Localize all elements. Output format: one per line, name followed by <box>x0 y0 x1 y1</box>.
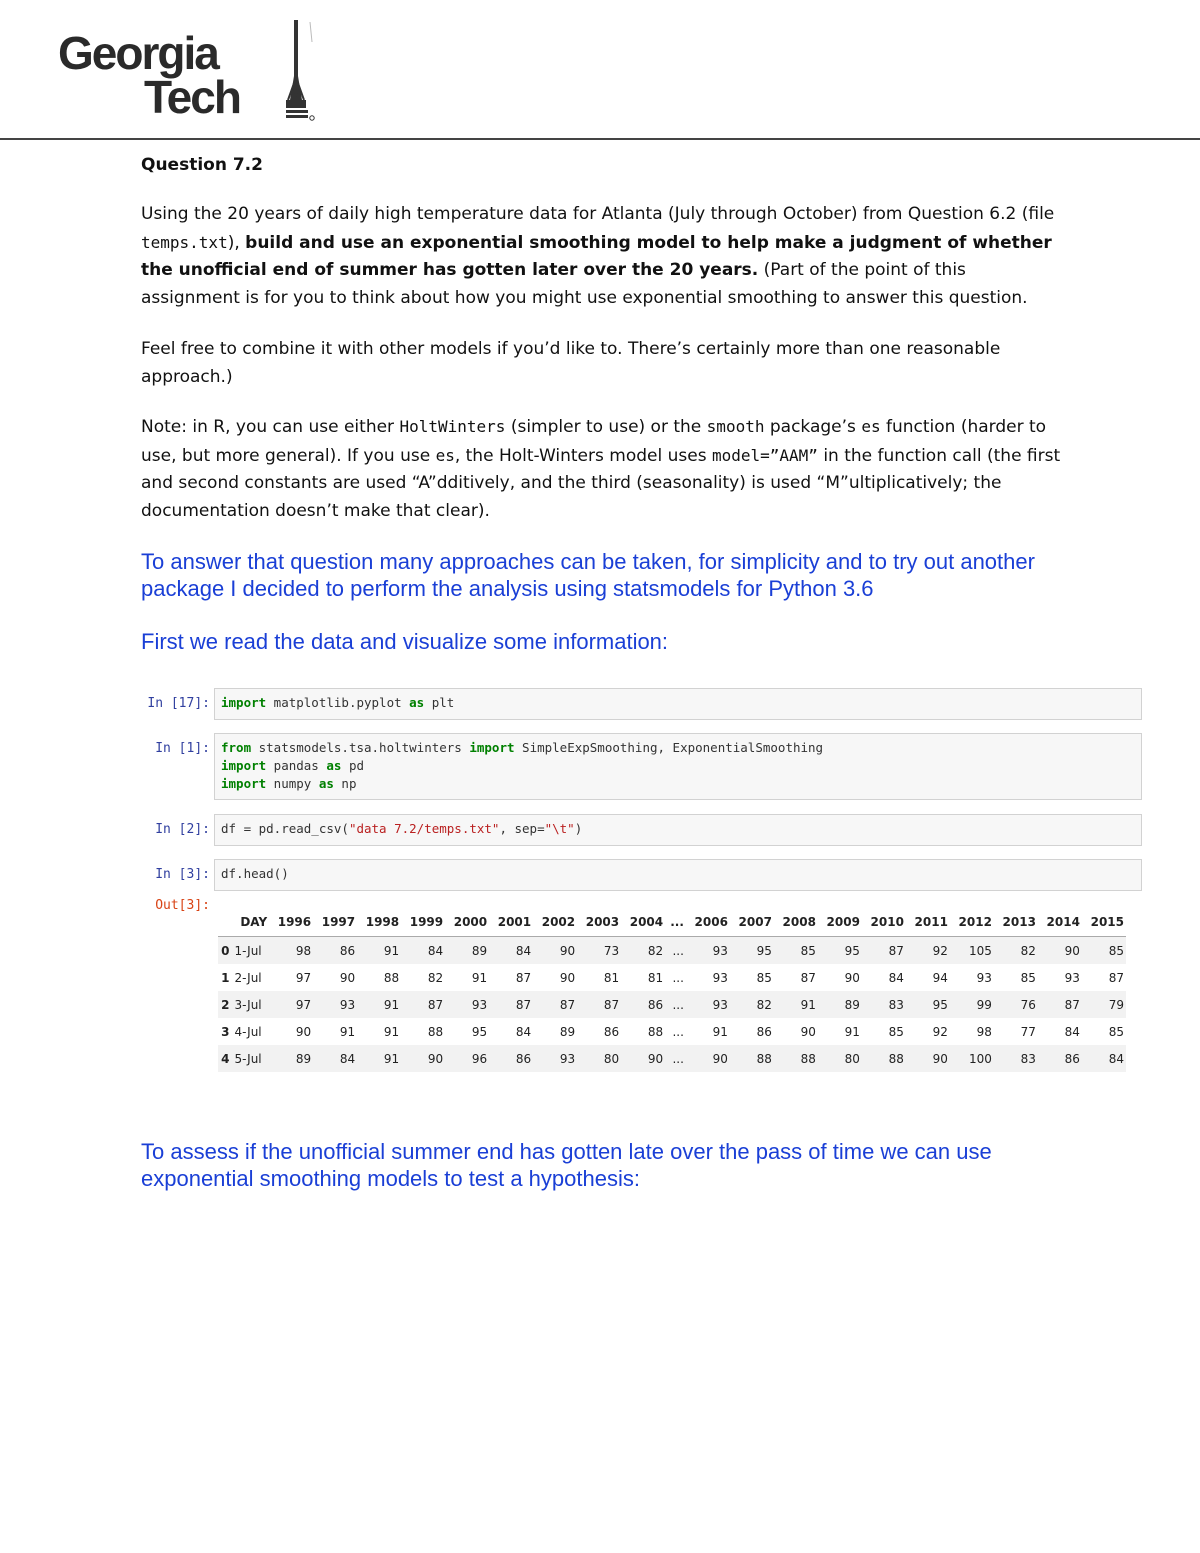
column-header: 2000 <box>445 908 489 937</box>
table-cell: 84 <box>427 943 444 958</box>
column-header: 2004 <box>621 908 665 937</box>
table-cell: 90 <box>647 1051 664 1066</box>
table-cell: 96 <box>471 1051 488 1066</box>
column-header: 2011 <box>906 908 950 937</box>
table-cell: 93 <box>712 943 728 958</box>
tech-tower-icon <box>280 16 328 128</box>
table-cell: 90 <box>559 970 576 985</box>
table-cell: 80 <box>603 1051 620 1066</box>
table-cell: ... <box>672 1024 684 1039</box>
table-cell: 93 <box>559 1051 576 1066</box>
table-cell: 99 <box>976 997 992 1012</box>
table-cell: 86 <box>515 1051 532 1066</box>
table-cell: 84 <box>1064 1024 1080 1039</box>
table-cell: 79 <box>1108 997 1124 1012</box>
table-cell: 91 <box>383 943 400 958</box>
table-cell: 90 <box>339 970 356 985</box>
column-header: 2014 <box>1038 908 1082 937</box>
table-cell: 3-Jul <box>234 997 262 1012</box>
table-cell: 87 <box>559 997 576 1012</box>
table-cell: 86 <box>603 1024 620 1039</box>
table-cell: 87 <box>1064 997 1080 1012</box>
table-cell: 86 <box>1064 1051 1080 1066</box>
table-cell: 98 <box>976 1024 992 1039</box>
answer-intro: To answer that question many approaches can be taken, for simplicity and to try out another package I decided to perform the analysis using statsmodels for Python 3.6 <box>141 549 1035 601</box>
column-header: 2015 <box>1082 908 1126 937</box>
question-title: Question 7.2 <box>141 155 263 175</box>
table-cell: 89 <box>295 1051 312 1066</box>
table-cell: 87 <box>515 997 532 1012</box>
logo-word-georgia: Georgia <box>58 27 218 79</box>
table-cell: 93 <box>712 997 728 1012</box>
georgia-tech-logo <box>58 27 328 130</box>
row-index: 0 <box>221 943 230 958</box>
table-header-row <box>218 908 1126 937</box>
table-cell: 88 <box>756 1051 772 1066</box>
table-cell: 87 <box>888 943 904 958</box>
table-cell: 91 <box>800 997 816 1012</box>
table-cell: 90 <box>1064 943 1080 958</box>
dataframe-table <box>218 908 1126 1072</box>
row-index: 1 <box>221 970 230 985</box>
table-cell: 88 <box>427 1024 444 1039</box>
table-cell: 85 <box>1020 970 1036 985</box>
column-header: 2013 <box>994 908 1038 937</box>
column-header: 2006 <box>686 908 730 937</box>
row-index: 2 <box>221 997 230 1012</box>
table-cell: 91 <box>844 1024 860 1039</box>
column-header: 2007 <box>730 908 774 937</box>
table-cell: 90 <box>844 970 860 985</box>
table-cell: 97 <box>295 970 312 985</box>
table-cell: 88 <box>888 1051 904 1066</box>
table-cell: 87 <box>515 970 532 985</box>
table-cell: 91 <box>383 1051 400 1066</box>
column-header: 1996 <box>269 908 313 937</box>
answer-assess: To assess if the unofficial summer end has gotten late over the pass of time we can use exponential smoothing models to test a hypothesis: <box>141 1139 992 1191</box>
table-cell: 92 <box>932 943 948 958</box>
column-header: 2001 <box>489 908 533 937</box>
table-cell: 87 <box>603 997 620 1012</box>
table-cell: 84 <box>515 943 532 958</box>
table-cell: 93 <box>976 970 992 985</box>
column-header: 1998 <box>357 908 401 937</box>
table-cell: 91 <box>383 1024 400 1039</box>
table-cell: 88 <box>383 970 400 985</box>
table-cell: 73 <box>603 943 620 958</box>
table-cell: 81 <box>647 970 664 985</box>
table-cell: 93 <box>1064 970 1080 985</box>
column-header: 2003 <box>577 908 621 937</box>
table-cell: 85 <box>1108 1024 1124 1039</box>
table-cell: 85 <box>888 1024 904 1039</box>
table-cell: 4-Jul <box>234 1024 262 1039</box>
table-cell: 90 <box>932 1051 948 1066</box>
header-divider <box>0 138 1200 140</box>
table-cell: 95 <box>471 1024 488 1039</box>
question-note: Note: in R, you can use either HoltWinters (simpler to use) or the smooth package’s es function (harder to use, but more general). If you use es, the Holt-Winters model uses model=”AAM” in the function call (the first and second constants are used “A”dditively, and the third (seasonality) is used “M”ultiplicatively; the documentation doesn’t make that clear). <box>141 417 1061 521</box>
table-cell: 84 <box>1108 1051 1124 1066</box>
code-editor[interactable]: df = pd.read_csv("data 7.2/temps.txt", sep="\t") <box>214 814 1142 846</box>
table-row <box>218 937 1126 965</box>
table-cell: 87 <box>427 997 444 1012</box>
logo-word-tech: Tech <box>144 71 240 123</box>
table-cell: 76 <box>1020 997 1036 1012</box>
table-cell: 5-Jul <box>234 1051 262 1066</box>
table-cell: 93 <box>712 970 728 985</box>
table-cell: 94 <box>932 970 948 985</box>
table-cell: 82 <box>427 970 444 985</box>
column-header: 1997 <box>313 908 357 937</box>
table-cell: 97 <box>295 997 312 1012</box>
table-cell: 89 <box>471 943 488 958</box>
table-cell: 84 <box>888 970 904 985</box>
row-index: 4 <box>221 1051 230 1066</box>
row-index: 3 <box>221 1024 230 1039</box>
table-row <box>218 964 1126 991</box>
table-cell: ... <box>672 970 684 985</box>
table-row <box>218 1045 1126 1072</box>
code-editor[interactable]: from statsmodels.tsa.holtwinters import SimpleExpSmoothing, ExponentialSmoothing import pandas as pd import numpy as np <box>214 733 1142 800</box>
column-header <box>218 908 233 937</box>
question-paragraph-1: Using the 20 years of daily high temperature data for Atlanta (July through October) from Question 6.2 (file temps.txt), build and use an exponential smoothing model to help make a judgment of whether the unofficial end of summer has gotten later over the 20 years. (Part of the point of this assignment is for you to think about how you might use exponential smoothing to answer this question. <box>141 204 1055 308</box>
table-cell: 84 <box>515 1024 532 1039</box>
column-header: 2009 <box>818 908 862 937</box>
cell-prompt: In [1]: <box>155 741 210 756</box>
column-header: 1999 <box>401 908 445 937</box>
table-cell: 91 <box>339 1024 356 1039</box>
table-cell: 85 <box>1108 943 1124 958</box>
table-cell: 105 <box>969 943 992 958</box>
table-cell: 85 <box>800 943 816 958</box>
table-cell: 92 <box>932 1024 948 1039</box>
table-cell: 80 <box>844 1051 860 1066</box>
table-cell: 77 <box>1020 1024 1036 1039</box>
table-cell: 93 <box>339 997 356 1012</box>
table-cell: 89 <box>844 997 860 1012</box>
table-cell: 91 <box>712 1024 728 1039</box>
table-cell: 88 <box>800 1051 816 1066</box>
question-paragraph-2: Feel free to combine it with other models if you’d like to. There’s certainly more than one reasonable approach.) <box>141 339 1001 387</box>
table-cell: 81 <box>603 970 620 985</box>
table-cell: 82 <box>647 943 664 958</box>
table-cell: 100 <box>969 1051 992 1066</box>
cell-prompt: In [2]: <box>155 822 210 837</box>
table-cell: 86 <box>756 1024 772 1039</box>
table-cell: 95 <box>756 943 772 958</box>
column-header: DAY <box>233 908 270 937</box>
table-cell: 95 <box>844 943 860 958</box>
table-cell: 82 <box>1020 943 1036 958</box>
table-cell: 91 <box>383 997 400 1012</box>
answer-read-data: First we read the data and visualize some information: <box>141 629 669 654</box>
table-cell: 95 <box>932 997 948 1012</box>
code-editor[interactable]: df.head() <box>214 859 1142 891</box>
table-cell: 87 <box>1108 970 1124 985</box>
output-prompt: Out[3]: <box>155 898 210 913</box>
table-cell: 86 <box>647 997 664 1012</box>
table-cell: 90 <box>800 1024 816 1039</box>
table-cell: 83 <box>888 997 904 1012</box>
table-cell: 83 <box>1020 1051 1036 1066</box>
table-cell: ... <box>672 943 684 958</box>
table-cell: 2-Jul <box>234 970 262 985</box>
table-cell: 86 <box>339 943 356 958</box>
table-cell: 90 <box>559 943 576 958</box>
table-cell: 88 <box>647 1024 664 1039</box>
table-cell: 87 <box>800 970 816 985</box>
table-cell: ... <box>672 1051 684 1066</box>
table-cell: 90 <box>427 1051 444 1066</box>
table-cell: ... <box>672 997 684 1012</box>
table-cell: 90 <box>295 1024 312 1039</box>
table-cell: 85 <box>756 970 772 985</box>
code-editor[interactable]: import matplotlib.pyplot as plt <box>214 688 1142 720</box>
column-header: ... <box>665 908 686 937</box>
table-cell: 98 <box>295 943 312 958</box>
table-cell: 1-Jul <box>234 943 262 958</box>
cell-prompt: In [3]: <box>155 867 210 882</box>
column-header: 2012 <box>950 908 994 937</box>
table-cell: 84 <box>339 1051 356 1066</box>
table-row <box>218 991 1126 1018</box>
cell-prompt: In [17]: <box>147 696 210 711</box>
column-header: 2002 <box>533 908 577 937</box>
column-header: 2010 <box>862 908 906 937</box>
table-cell: 91 <box>471 970 488 985</box>
table-cell: 82 <box>756 997 772 1012</box>
table-cell: 93 <box>471 997 488 1012</box>
table-cell: 89 <box>559 1024 576 1039</box>
column-header: 2008 <box>774 908 818 937</box>
table-cell: 90 <box>712 1051 728 1066</box>
table-row <box>218 1018 1126 1045</box>
